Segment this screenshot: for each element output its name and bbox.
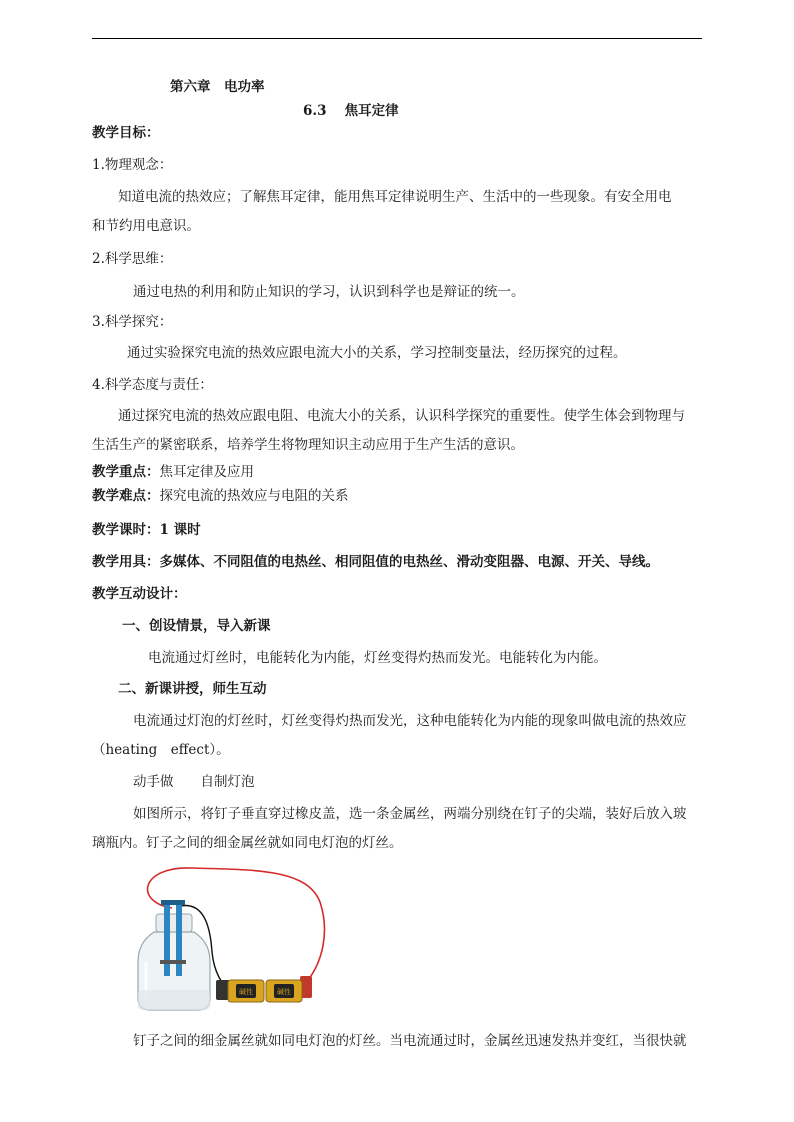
goal-1-line-2: 和节约用电意识。 bbox=[92, 218, 200, 234]
difficulty-label: 教学难点： bbox=[92, 488, 160, 504]
difficulty bbox=[92, 487, 349, 505]
design-heading: 教学互动设计： bbox=[92, 586, 187, 602]
part-2-line-2: （heating effect）。 bbox=[92, 742, 230, 758]
activity-line-1: 如图所示，将钉子垂直穿过橡皮盖，选一条金属丝，两端分别绕在钉子的尖端，装好后放入玻 bbox=[133, 806, 687, 822]
key-point-label: 教学重点： bbox=[92, 464, 160, 480]
activity-line-2: 璃瓶内。钉子之间的细金属丝就如同电灯泡的灯丝。 bbox=[92, 835, 403, 851]
homemade-bulb-figure bbox=[132, 862, 332, 1014]
goal-4-line-2: 生活生产的紧密联系，培养学生将物理知识主动应用于生产生活的意识。 bbox=[92, 437, 524, 453]
part-2-title: 二、新课讲授，师生互动 bbox=[118, 681, 267, 697]
key-point bbox=[92, 463, 254, 481]
goal-1-title: 1.物理观念： bbox=[92, 157, 173, 173]
difficulty-text: 探究电流的热效应与电阻的关系 bbox=[159, 488, 349, 504]
hours-label: 教学课时： bbox=[92, 522, 160, 538]
header-rule bbox=[92, 38, 702, 39]
activity-title: 动手做 自制灯泡 bbox=[133, 774, 255, 790]
tools bbox=[92, 553, 659, 571]
part-2-line-1: 电流通过灯泡的灯丝时，灯丝变得灼热而发光，这种电能转化为内能的现象叫做电流的热效应 bbox=[133, 713, 687, 729]
hours-text: 1 课时 bbox=[159, 522, 201, 538]
goal-2-title: 2.科学思维： bbox=[92, 251, 173, 267]
goals-heading: 教学目标： bbox=[92, 125, 160, 141]
key-point-text: 焦耳定律及应用 bbox=[159, 464, 254, 480]
battery-1-label: 碱性 bbox=[239, 988, 253, 996]
goal-1-line-1: 知道电流的热效应；了解焦耳定律，能用焦耳定律说明生产、生活中的一些现象。有安全用电 bbox=[118, 189, 672, 205]
goal-3-line-1: 通过实验探究电流的热效应跟电流大小的关系，学习控制变量法，经历探究的过程。 bbox=[127, 345, 627, 361]
after-figure-text: 钉子之间的细金属丝就如同电灯泡的灯丝。当电流通过时，金属丝迅速发热并变红，当很快就 bbox=[133, 1033, 687, 1049]
nail-left bbox=[164, 902, 170, 976]
nail-right bbox=[176, 902, 182, 976]
section-title: 6.3 焦耳定律 bbox=[303, 103, 399, 119]
tools-label: 教学用具： bbox=[92, 554, 160, 570]
goal-2-line-1: 通过电热的利用和防止知识的学习，认识到科学也是辩证的统一。 bbox=[133, 284, 525, 300]
jar-neck bbox=[156, 914, 192, 932]
chapter-title: 第六章 电功率 bbox=[170, 79, 265, 95]
hours bbox=[92, 521, 201, 539]
goal-3-title: 3.科学探究： bbox=[92, 314, 173, 330]
tools-text: 多媒体、不同阻值的电热丝、相同阻值的电热丝、滑动变阻器、电源、开关、导线。 bbox=[159, 554, 659, 570]
goal-4-line-1: 通过探究电流的热效应跟电阻、电流大小的关系，认识科学探究的重要性。使学生体会到物理与 bbox=[118, 408, 685, 424]
part-1-title: 一、创设情景，导入新课 bbox=[122, 618, 271, 634]
part-1-text: 电流通过灯丝时，电能转化为内能，灯丝变得灼热而发光。电能转化为内能。 bbox=[148, 650, 607, 666]
goal-4-title: 4.科学态度与责任： bbox=[92, 377, 213, 393]
battery-2-label: 碱性 bbox=[277, 988, 291, 996]
